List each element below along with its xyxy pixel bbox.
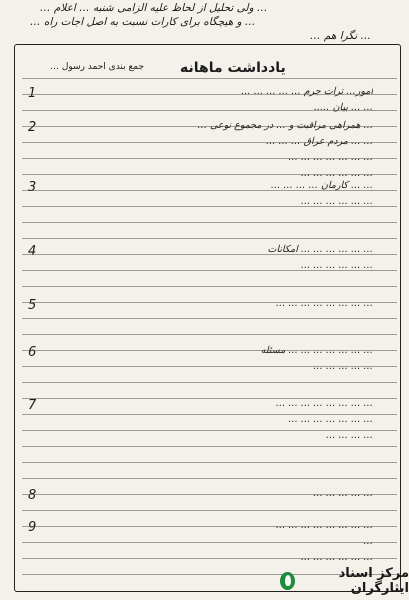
item-line: … … … … … xyxy=(313,361,373,372)
ruled-line xyxy=(22,174,397,175)
item-number: 1 xyxy=(28,86,37,101)
item-number: 7 xyxy=(28,398,37,413)
item-line: … … کارمان … … … … xyxy=(270,180,373,191)
page-subtitle: جمع بندی احمد رسول … xyxy=(50,62,145,72)
archive-logo xyxy=(280,566,409,596)
item-line: … … … … … … xyxy=(300,552,373,563)
ruled-line xyxy=(22,494,397,495)
ruled-line xyxy=(22,238,397,239)
ruled-line xyxy=(22,414,397,415)
item-line: … … … … … … xyxy=(300,168,373,179)
ruled-line xyxy=(22,398,397,399)
item-line: … … بیان ….. xyxy=(314,102,373,113)
ruled-line xyxy=(22,126,397,127)
page-title: یادداشت ماهانه xyxy=(180,60,286,76)
header-line-1: … ولی تحلیل از لحاظ علیه الزامی شنبه … اعلام … xyxy=(40,2,268,14)
item-line: … … … … … xyxy=(313,488,373,499)
ruled-line xyxy=(22,222,397,223)
archive-logo-icon xyxy=(280,572,295,590)
ruled-line xyxy=(22,78,397,79)
header-line-3: … نگرا هم … xyxy=(310,30,371,42)
item-line: … … … … … … … … xyxy=(275,298,373,309)
ruled-line xyxy=(22,206,397,207)
ruled-line xyxy=(22,366,397,367)
ruled-line xyxy=(22,430,397,431)
item-number: 6 xyxy=(28,345,37,360)
item-line: … xyxy=(363,536,373,547)
item-line: … … … … … … … مسئله xyxy=(260,345,373,356)
ruled-line xyxy=(22,510,397,511)
item-line: … … … … … … … xyxy=(288,414,373,425)
ruled-line xyxy=(22,270,397,271)
item-number: 8 xyxy=(28,488,37,503)
item-line: … … … … … … … … xyxy=(275,520,373,531)
header-line-2: … و هیچگاه برای کارات نسبت به اصل اجات راه … xyxy=(30,16,256,28)
ruled-line xyxy=(22,302,397,303)
item-line: … همراهی مراقبت و … در مجموع نوعی … xyxy=(197,120,373,131)
ruled-line xyxy=(22,286,397,287)
item-line: … … … … … … امکانات xyxy=(267,244,373,255)
item-number: 9 xyxy=(28,520,37,535)
item-line: … … … … xyxy=(325,430,373,441)
item-number: 4 xyxy=(28,244,37,259)
logo-text: مرکز اسناد ایثارگران xyxy=(338,566,409,596)
item-line: … … … … … … xyxy=(300,260,373,271)
ruled-line xyxy=(22,94,397,95)
item-line: … … … … … … … xyxy=(288,152,373,163)
item-line: امور… ترات جرم … … … … … xyxy=(241,86,373,97)
item-number: 3 xyxy=(28,180,37,195)
ruled-line xyxy=(22,558,397,559)
ruled-line xyxy=(22,446,397,447)
ruled-line xyxy=(22,334,397,335)
ruled-line xyxy=(22,526,397,527)
item-number: 2 xyxy=(28,120,37,135)
ruled-line xyxy=(22,142,397,143)
ruled-line xyxy=(22,350,397,351)
ruled-line xyxy=(22,478,397,479)
ruled-line xyxy=(22,190,397,191)
ruled-line xyxy=(22,110,397,111)
ruled-line xyxy=(22,542,397,543)
ruled-line xyxy=(22,254,397,255)
item-number: 5 xyxy=(28,298,37,313)
ruled-line xyxy=(22,382,397,383)
item-line: … … … … … … xyxy=(300,196,373,207)
item-line: … … مردم عراق … … … xyxy=(266,136,373,147)
ruled-line xyxy=(22,462,397,463)
ruled-line xyxy=(22,158,397,159)
item-line: … … … … … … … … xyxy=(275,398,373,409)
ruled-line xyxy=(22,318,397,319)
